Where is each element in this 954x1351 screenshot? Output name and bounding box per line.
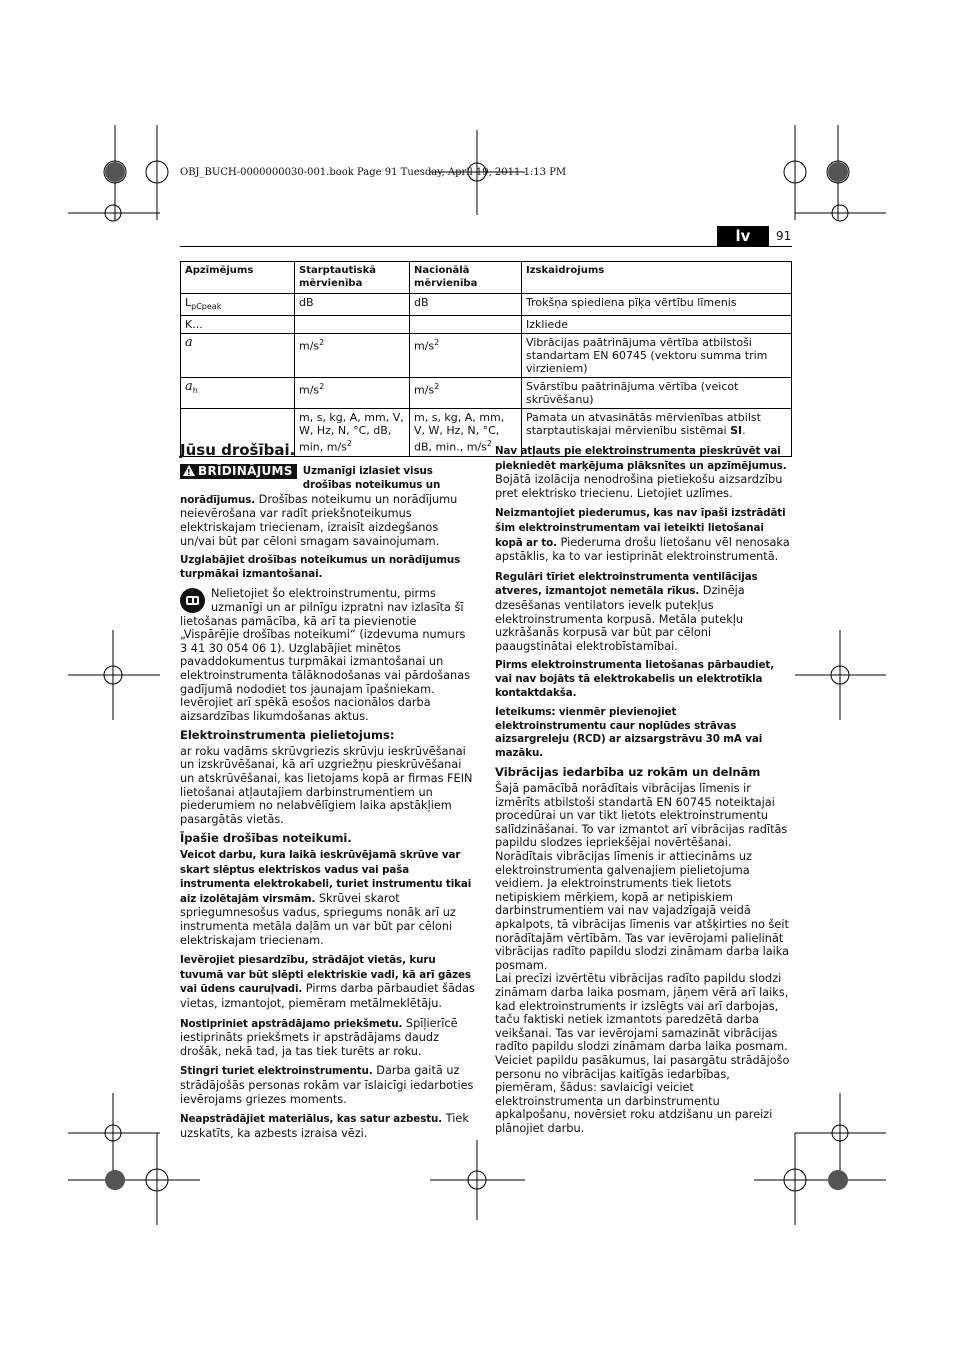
- use-text: ar roku vadāms skrūvgriezis skrūvju ieskrūvēšanai un izskrūvēšanai, kā arī uzgriežņu pieskrūvēšanai un atskrūvēšanai, kas lietojams kopā ar firmas FEIN lietošanai atļautajiem darbinstrumentiem un piederumiem no nelabvēlīgiem laika apstākļiem pasargātās vietās.: [180, 744, 473, 826]
- vibration-text: Norādītais vibrācijas līmenis ir attiecināms uz elektroinstrumenta galvenajiem pielietojuma veidiem. Ja elektroinstruments tiek lietots netipiskiem mērķiem, kopā ar netipiskiem darbinstrumentiem vai nav vajadzīgajā veidā apkalpots, tā vibrācijas līmenis var atšķirties no šeit norādītajām vērtībām. Tas var ievērojami palielināt vibrācijas radīto papildu slodzi zināmam darba laika posmam.: [495, 850, 790, 972]
- table-header-row: [181, 262, 792, 294]
- vibration-text: Lai precīzi izvērtētu vibrācijas radīto papildu slodzi zināmam darba laika posmam, jāņem vērā arī laiks, kad elektroinstruments ir izslēgts vai arī darbojas, taču faktiski netiek izmantots paredzētā darba veikšanai. Tas var ievērojami samazināt vibrācijas radīto papildu slodzi zināmam darba laika posmam.: [495, 972, 789, 1054]
- desc-cell: Vibrācijas paātrinājuma vērtība atbilstoši standartam EN 60745 (vektoru summa trim virzieniem): [522, 334, 792, 378]
- table-row: [181, 334, 792, 378]
- safety-item: [180, 848, 476, 947]
- superscript: 2: [319, 382, 325, 392]
- warning-badge: [180, 464, 297, 480]
- safety-item: [180, 1017, 476, 1059]
- safety-item: [495, 444, 791, 500]
- safety-item: Pirms elektroinstrumenta lietošanas pārbaudiet, vai nav bojāts tā elektrokabelis un elektrotīkla kontaktdakša.: [495, 659, 775, 699]
- superscript: 2: [346, 439, 352, 449]
- intl-unit-cell: [295, 316, 410, 334]
- desc-cell: Trokšņa spiediena pīķa vērtību līmenis: [522, 294, 792, 316]
- desc-text: Pamata un atvasinātās mērvienības atbilst starptautiskajai mērvienību sistēmai: [526, 411, 761, 438]
- nat-unit-cell: dB: [410, 294, 522, 316]
- section-title: Jūsu drošībai.: [180, 441, 296, 459]
- desc-end: .: [742, 424, 746, 438]
- warning-lead: Uzmanīgi izlasiet visus drošības noteikumus un norādījumus.: [180, 464, 441, 506]
- nat-unit-cell: [410, 316, 522, 334]
- table-row: [181, 316, 792, 334]
- safety-lead: Nostipriniet apstrādājamo priekšmetu.: [180, 1017, 403, 1030]
- safety-text: Spīļierīcē iestiprināts priekšmets ir apstrādājams daudz drošāk, nekā tad, ja tas tiek turēts ar roku.: [180, 1016, 458, 1058]
- vibration-text: Veiciet papildu pasākumus, lai pasargātu strādājošo personu no vibrācijas kaitīgās iedarbības, piemēram, šādus: savlaicīgi veiciet elektroinstrumenta un darbinstrumentu apkalpošanu, novērsiet roku atdzišanu un pareizi plānojiet darbu.: [495, 1053, 790, 1135]
- superscript: 2: [434, 338, 440, 348]
- safety-lead: Neapstrādājiet materiālus, kas satur azbestu.: [180, 1113, 443, 1126]
- symbol-cell: [181, 294, 295, 316]
- si-label: SI: [730, 424, 743, 438]
- desc-cell: Svārstību paātrinājuma vērtība (veicot skrūvēšanu): [522, 378, 792, 409]
- symbol-sub: h: [192, 386, 198, 396]
- safety-text: Pirms darba pārbaudiet šādas vietas, izmantojot, piemēram metālmeklētāju.: [180, 982, 475, 1010]
- safety-item: [180, 1112, 476, 1140]
- intl-unit-cell: dB: [295, 294, 410, 316]
- vibration-text: Šajā pamācībā norādītais vibrācijas līmenis ir izmērīts atbilstoši standartā EN 60745 noteiktajai procedūrai un var tikt lietots elektroinstrumentu salīdzināšanai. To var izmantot arī vibrācijas radītās papildu slodzes iepriekšējai novērtēšanai.: [495, 782, 788, 850]
- symbol: a: [185, 379, 193, 395]
- safety-text: Piederuma drošu lietošanu vēl nenosaka apstāklis, ka to var iestiprināt elektroinstrumentā.: [495, 535, 790, 564]
- safety-text: Darba gaitā uz strādājošās personas rokām var īslaicīgi iedarboties ievērojams griezes moments.: [180, 1064, 474, 1106]
- header-rule: [180, 246, 792, 247]
- safety-lead: Ievērojiet piesardzību, strādājot vietās, kuru tuvumā var būt slēpti elektriskie vadi, kā arī gāzes vai ūdens cauruļvadi.: [180, 954, 471, 996]
- safety-text: Skrūvei skarot spriegumnesošus vadus, spriegums nonāk arī uz instrumenta metāla daļām un var būt par cēloni elektriskajam triecienam.: [180, 891, 456, 947]
- desc-cell: Izkliede: [522, 316, 792, 334]
- superscript: 2: [434, 382, 440, 392]
- warning-label: BRĪDINĀJUMS: [198, 463, 293, 478]
- unit: m/s: [414, 383, 435, 397]
- unit-list: m, s, kg, A, mm, V, W, Hz, N, °C, dB, min, m/s: [299, 411, 404, 454]
- nat-unit-cell: [410, 334, 522, 378]
- page-number: 91: [776, 229, 792, 243]
- nat-unit-cell: [410, 378, 522, 409]
- col-header: Apzīmējums: [181, 262, 295, 294]
- safety-lead: Neizmantojiet piederumus, kas nav īpaši izstrādāti šim elektroinstrumentam vai ieteikti lietošanai kopā ar to.: [495, 507, 786, 549]
- col-header: Izskaidrojums: [522, 262, 792, 294]
- safety-text: Bojātā izolācija nenodrošina pietiekošu aizsardzību pret elektrisko triecienu. Lietojiet uzlīmes.: [495, 473, 783, 500]
- col-header: Nacionālā mērvienība: [410, 262, 522, 294]
- safety-item: Ieteikums: vienmēr pievienojiet elektroinstrumentu caur noplūdes strāvas aizsargreleju (RCD) ar aizsargstrāvu 30 mA vai mazāku.: [495, 706, 763, 759]
- warning-triangle-icon: [183, 465, 195, 476]
- manual-paragraph: [180, 587, 476, 723]
- symbol: a: [185, 335, 193, 351]
- col-header: Starptautiskā mērvienība: [295, 262, 410, 294]
- symbol: L: [185, 296, 192, 309]
- special-title: Īpašie drošības noteikumi.: [180, 831, 352, 846]
- vibration-title: Vibrācijas iedarbība uz rokām un delnām: [495, 765, 761, 780]
- unit: m/s: [299, 339, 320, 353]
- safety-item: [180, 1064, 476, 1106]
- right-column: [495, 444, 791, 1136]
- symbol-cell: K...: [181, 316, 295, 334]
- symbol-sub: pCpeak: [191, 302, 222, 312]
- warning-paragraph: [180, 464, 476, 549]
- table-row: [181, 378, 792, 409]
- superscript: 2: [319, 338, 325, 348]
- unit-list: m, s, kg, A, mm, V, W, Hz, N, °C, dB, min., m/s: [414, 411, 505, 454]
- superscript: 2: [486, 439, 493, 449]
- unit: m/s: [414, 339, 435, 353]
- print-slug: OBJ_BUCH-0000000030-001.book Page 91 Tuesday, April 19, 2011 1:13 PM: [180, 167, 567, 178]
- keep-instructions: Uzglabājiet drošības noteikumus un norādījumus turpmākai izmantošanai.: [180, 554, 461, 580]
- safety-item: [495, 570, 791, 654]
- unit: m/s: [299, 383, 320, 397]
- warning-text: Drošības noteikumu un norādījumu neievērošana var radīt priekšnoteikumus elektriskajam triecienam, izraisīt aizdegšanos un/vai būt par cēloni smagam savainojumam.: [180, 492, 458, 548]
- symbol-cell: [181, 334, 295, 378]
- language-tab: lv: [717, 226, 769, 246]
- table-row: [181, 294, 792, 316]
- left-column: [180, 441, 476, 1146]
- safety-lead: Stingri turiet elektroinstrumentu.: [180, 1065, 373, 1078]
- safety-item: [495, 506, 791, 563]
- safety-lead: Veicot darbu, kura laikā ieskrūvējamā skrūve var skart slēptus elektriskos vadus vai paša instrumenta elektrokabeli, turiet instrumentu tikai aiz izolētajām virsmām.: [180, 849, 472, 905]
- intl-unit-cell: [295, 334, 410, 378]
- manual-text: Nelietojiet šo elektroinstrumentu, pirms uzmanīgi un ar pilnīgu izpratni nav izlasīta šī lietošanas pamācība, kā arī ta pievienotie „Vispārējie drošības noteikumi“ (izdevuma numurs 3 41 30 054 06 1). Uzglabājiet minētos pavaddokumentus turpmākai izmantošanai un elektroinstrumenta tālāknodošanas vai pārdošanas gadījumā nododiet tos jaunajam īpašniekam. Ievērojiet arī spēkā esošos nacionālos darba aizsardzības likumdošanas aktus.: [180, 587, 471, 723]
- read-manual-icon: [180, 588, 205, 613]
- safety-item: [180, 953, 476, 1010]
- safety-text: Dzinēja dzesēšanas ventilators ievelk putekļus elektroinstrumenta korpusā. Metāla putekļu uzkrāšanās korpusā var būt par cēloni paaugstinātai elektrobīstamībai.: [495, 584, 745, 653]
- use-title: Elektroinstrumenta pielietojums:: [180, 728, 395, 743]
- safety-lead: Regulāri tīriet elektroinstrumenta ventilācijas atveres, izmantojot nemetāla rīkus.: [495, 570, 758, 598]
- intl-unit-cell: [295, 378, 410, 409]
- safety-lead: Nav atļauts pie elektroinstrumenta pieskrūvēt vai piekniedēt marķējuma plāksnītes un apzīmējumus.: [495, 445, 787, 472]
- units-table: [180, 261, 792, 457]
- symbol-cell: [181, 378, 295, 409]
- safety-text: Tiek uzskatīts, ka azbests izraisa vēzi.: [180, 1112, 469, 1140]
